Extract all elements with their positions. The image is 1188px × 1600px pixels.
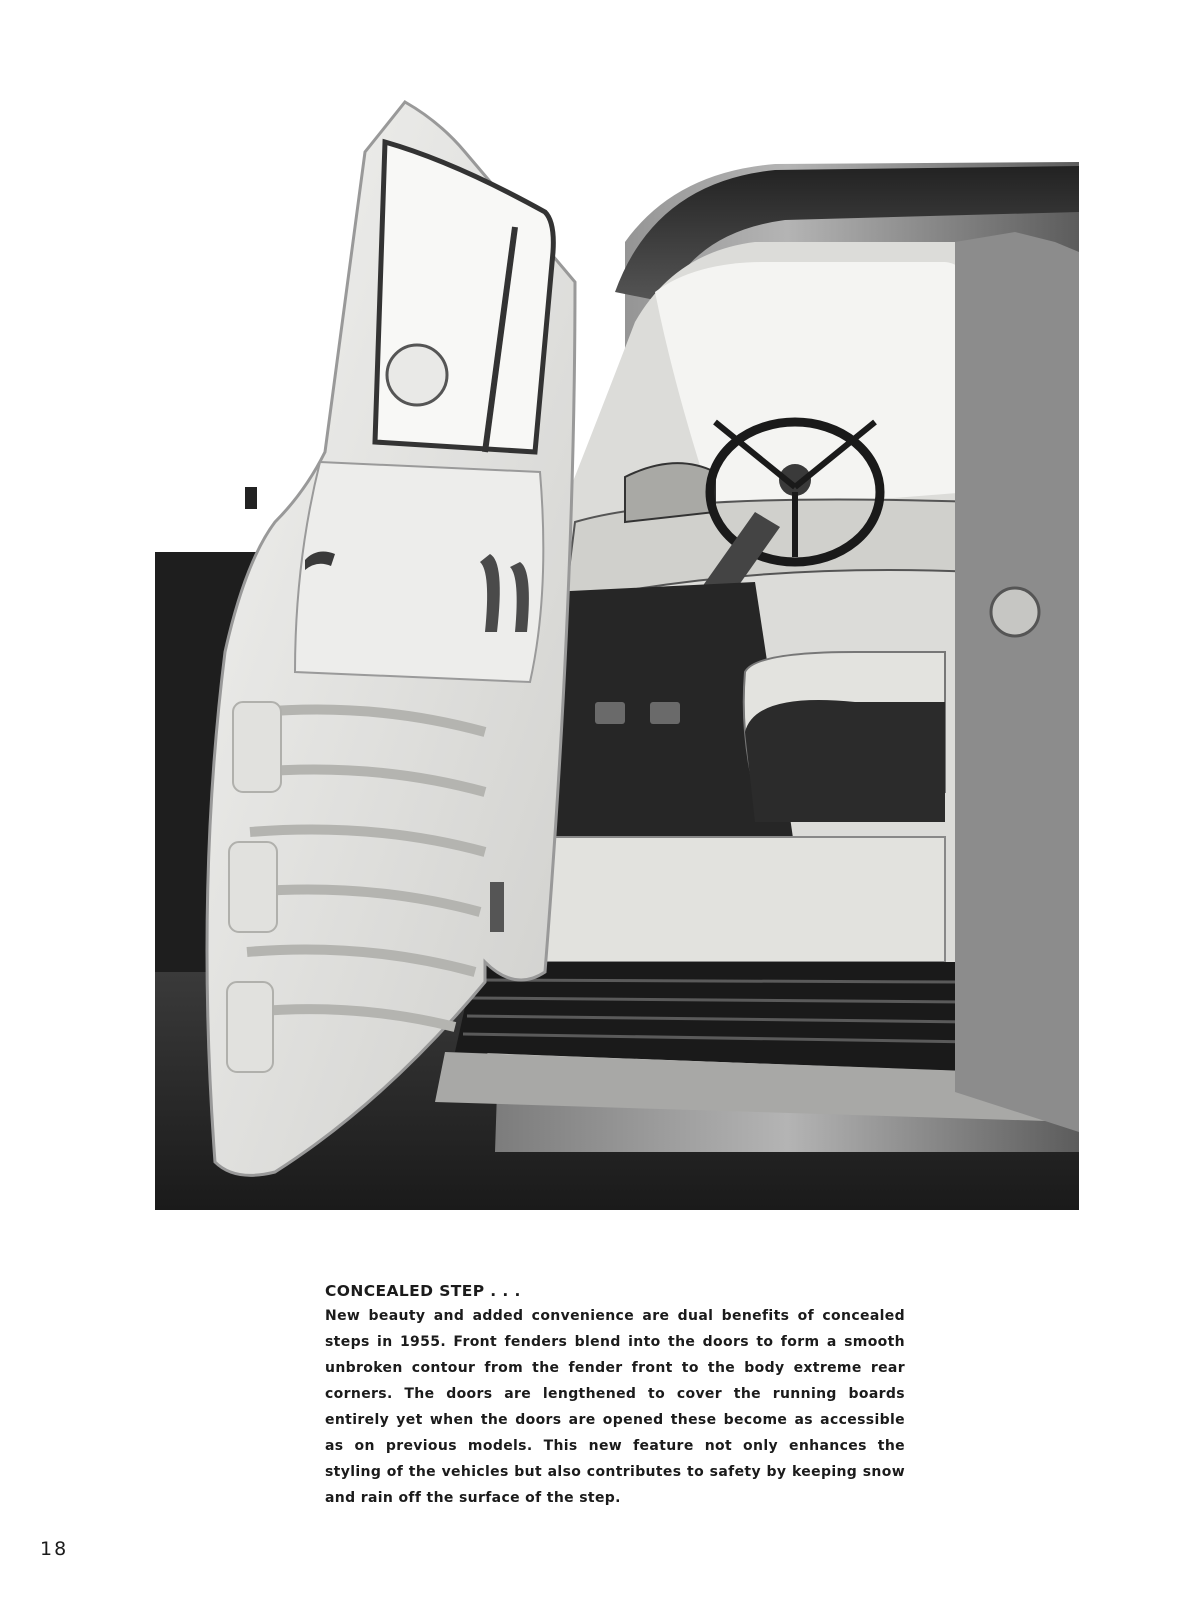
clutch-pedal [595, 702, 625, 724]
bench-seat-front [745, 700, 945, 822]
door-hinge [245, 487, 257, 509]
caption-heading: CONCEALED STEP . . . [325, 1282, 521, 1300]
door-pocket-middle [229, 842, 277, 932]
door-mirror [387, 345, 447, 405]
caption-body: New beauty and added convenience are dual benefits of concealed steps in 1955. Front fenders blend into the doors to form a smooth unbroken contour from the fender front to the body extreme rear corners. The doors are lengthened to cover the running boards entirely yet when the doors are opened these become as accessible as on previous models. This new feature not only enhances the styling of the vehicles but also contributes to safety by keeping snow and rain off the surface of the step. [325, 1308, 905, 1506]
brake-pedal [650, 702, 680, 724]
page-number: 18 [40, 1538, 69, 1560]
rear-body-panel [955, 232, 1079, 1132]
truck-door-photo [155, 92, 1079, 1210]
door-window [375, 142, 553, 452]
door-trim-panel [295, 462, 543, 682]
truck-door-illustration [155, 92, 1079, 1210]
fuel-cap [991, 588, 1039, 636]
step-riser [495, 837, 945, 962]
door-striker [490, 882, 504, 932]
door-pocket-upper [233, 702, 281, 792]
instrument-cluster [625, 463, 715, 522]
door-pocket-lower [227, 982, 273, 1072]
caption-block [325, 1282, 905, 1511]
